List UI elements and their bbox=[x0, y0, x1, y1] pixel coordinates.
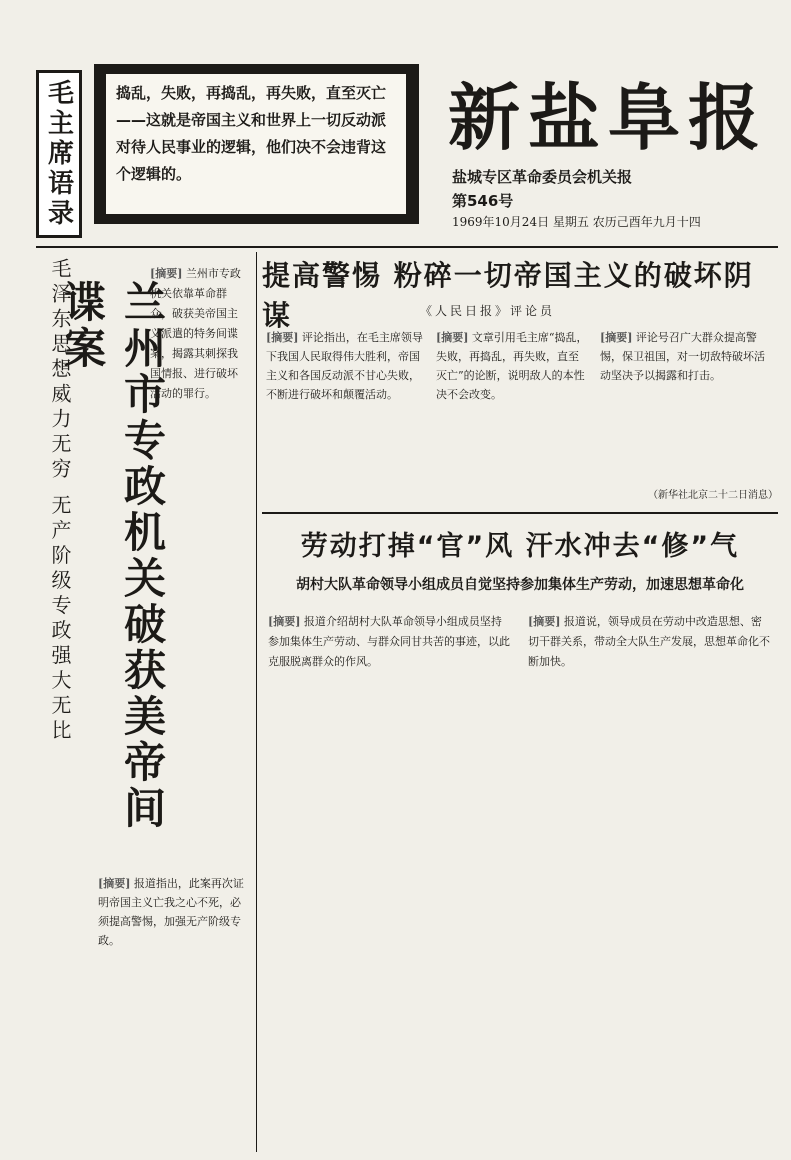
labor-column-1 bbox=[262, 610, 518, 1130]
labor-subheadline: 胡村大队革命领导小组成员自觉坚持参加集体生产劳动，加速思想革命化 bbox=[296, 577, 744, 593]
labor-column-1-text: 报道介绍胡村大队革命领导小组成员坚持参加集体生产劳动、与群众同甘共苦的事迹，以此克服脱离群众的作风。 bbox=[268, 615, 510, 668]
editorial-column-3 bbox=[596, 326, 778, 504]
lanzhou-summary-continued-text: 报道指出，此案再次证明帝国主义亡我之心不死，必须提高警惕，加强无产阶级专政。 bbox=[98, 877, 244, 947]
quotation-stamp: 毛主席语录 bbox=[36, 70, 82, 238]
issue-number: 第546号 bbox=[452, 192, 514, 210]
summary-marker: [摘要] bbox=[268, 615, 301, 628]
lanzhou-headline: 兰州市专政机关破获美帝间谍案 bbox=[58, 280, 167, 832]
summary-marker: [摘要] bbox=[600, 331, 633, 344]
date-line: 1969年10月24日 星期五 农历己酉年九月十四 bbox=[452, 215, 701, 229]
editorial-column-2 bbox=[432, 326, 592, 504]
labor-column-2 bbox=[522, 610, 778, 1130]
summary-marker: [摘要] bbox=[266, 331, 299, 344]
masthead-divider bbox=[36, 246, 778, 248]
lanzhou-summary-continued bbox=[94, 870, 250, 1160]
lanzhou-summary-text: 兰州市专政机关依靠革命群众，破获美帝国主义派遣的特务间谍案，揭露其刺探我国情报、进行破坏活动的罪行。 bbox=[150, 267, 241, 400]
editorial-headline: 提高警惕 粉碎一切帝国主义的破坏阴谋 bbox=[262, 259, 754, 332]
labor-column-2-text: 报道说，领导成员在劳动中改造思想、密切干群关系，带动全大队生产发展，思想革命化不断加快。 bbox=[528, 615, 770, 668]
masthead-title: 新盐阜报 bbox=[448, 76, 769, 160]
labor-headline: 劳动打掉“官”风 汗水冲去“修”气 bbox=[300, 531, 740, 562]
editorial-column-3-text: 评论号召广大群众提高警惕，保卫祖国，对一切敌特破坏活动坚决予以揭露和打击。 bbox=[600, 331, 765, 382]
summary-marker: [摘要] bbox=[528, 615, 561, 628]
summary-marker: [摘要] bbox=[150, 267, 183, 280]
summary-marker: [摘要] bbox=[436, 331, 469, 344]
editorial-source: （新华社北京二十二日消息） bbox=[648, 490, 778, 501]
quotation-text: 捣乱，失败，再捣乱，再失败，直至灭亡——这就是帝国主义和世界上一切反动派对待人民事业的逻辑，他们决不会违背这个逻辑的。 bbox=[106, 74, 406, 214]
editorial-byline: 《人民日报》评论员 bbox=[420, 304, 556, 318]
editorial-column-1-text: 评论指出，在毛主席领导下我国人民取得伟大胜利，帝国主义和各国反动派不甘心失败，不断进行破坏和颠覆活动。 bbox=[266, 331, 423, 401]
editorial-column-2-text: 文章引用毛主席“捣乱，失败，再捣乱，再失败，直至灭亡”的论断，说明敌人的本性决不会改变。 bbox=[436, 331, 588, 401]
story-divider bbox=[262, 512, 778, 514]
side-slogan: 毛泽东思想威力无穷 无产阶级专政强大无比 bbox=[48, 258, 72, 745]
summary-marker: [摘要] bbox=[98, 877, 131, 890]
publisher: 盐城专区革命委员会机关报 bbox=[452, 168, 633, 186]
column-divider bbox=[256, 252, 257, 1152]
editorial-column-1 bbox=[262, 326, 428, 504]
